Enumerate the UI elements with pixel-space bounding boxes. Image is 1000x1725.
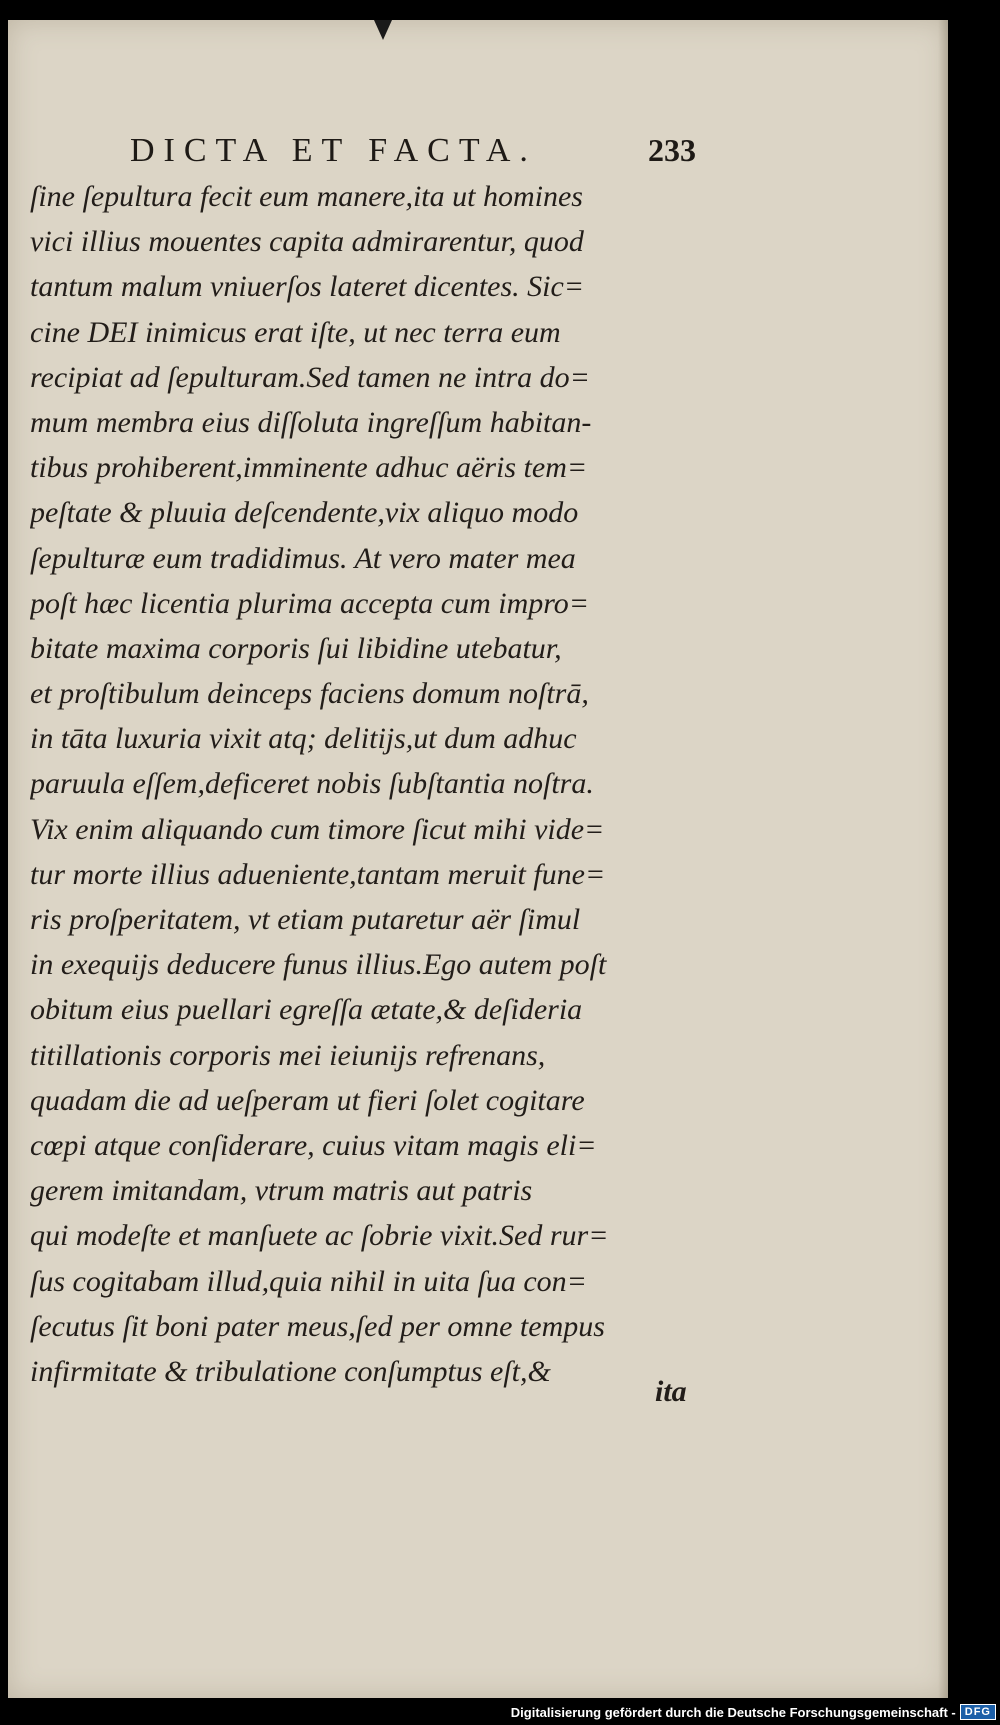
text-line: mum membra eius diſſoluta ingreſſum habitan- xyxy=(30,405,592,439)
text-line: vici illius mouentes capita admirarentur, quod xyxy=(30,225,584,259)
running-head: DICTA ET FACTA. xyxy=(130,132,537,169)
text-line: bitate maxima corporis ſui libidine utebatur, xyxy=(30,631,562,665)
text-line: tibus prohiberent,imminente adhuc aëris tem= xyxy=(30,451,588,485)
text-line: et proſtibulum deinceps faciens domum noſtrā, xyxy=(30,677,589,711)
text-line: obitum eius puellari egreſſa ætate,& deſideria xyxy=(30,993,583,1027)
text-line: titillationis corporis mei ieiunijs refrenans, xyxy=(30,1038,546,1072)
binding-marker xyxy=(374,20,392,40)
text-line: recipiat ad ſepulturam.Sed tamen ne intra do= xyxy=(30,360,590,394)
text-line: quadam die ad ueſperam ut fieri ſolet cogitare xyxy=(30,1083,585,1117)
text-line: ſine ſepultura fecit eum manere,ita ut homines xyxy=(30,180,583,213)
text-line: gerem imitandam, vtrum matris aut patris xyxy=(30,1174,533,1208)
body-text xyxy=(30,174,710,1394)
text-line: paruula eſſem,deficeret nobis ſubſtantia noſtra. xyxy=(30,767,594,801)
digitization-credit xyxy=(511,1701,996,1723)
text-line: poſt hæc licentia plurima accepta cum impro= xyxy=(30,586,590,620)
text-line: in tāta luxuria vixit atq; delitijs,ut dum adhuc xyxy=(30,722,577,756)
text-line: ſepulturæ eum tradidimus. At vero mater mea xyxy=(30,541,576,575)
text-line: peſtate & pluuia deſcendente,vix aliquo modo xyxy=(30,496,579,530)
text-line: tur morte illius adueniente,tantam meruit fune= xyxy=(30,857,606,891)
text-line: tantum malum vniuerſos lateret dicentes. Sic= xyxy=(30,270,585,304)
text-line: Vix enim aliquando cum timore ſicut mihi vide= xyxy=(30,812,605,846)
credit-text: Digitalisierung gefördert durch die Deutsche Forschungsgemeinschaft - xyxy=(510,1704,956,1720)
text-line: infirmitate & tribulatione conſumptus eſt,& xyxy=(30,1354,551,1388)
page-edge-shadow xyxy=(938,20,948,1698)
text-line: qui modeſte et manſuete ac ſobrie vixit.Sed rur= xyxy=(30,1219,609,1253)
text-line: ſecutus ſit boni pater meus,ſed per omne tempus xyxy=(30,1309,605,1343)
text-line: in exequijs deducere funus illius.Ego autem poſt xyxy=(30,948,607,982)
text-line: cœpi atque conſiderare, cuius vitam magis eli= xyxy=(30,1128,597,1162)
page-number: 233 xyxy=(648,132,696,168)
dfg-logo: DFG xyxy=(960,1704,996,1720)
text-line: cine DEI inimicus erat iſte, ut nec terra eum xyxy=(30,315,561,349)
text-line: ris proſperitatem, vt etiam putaretur aër ſimul xyxy=(30,903,581,936)
catchword: ita xyxy=(655,1375,687,1408)
text-line: ſus cogitabam illud,quia nihil in uita ſua con= xyxy=(30,1264,587,1298)
